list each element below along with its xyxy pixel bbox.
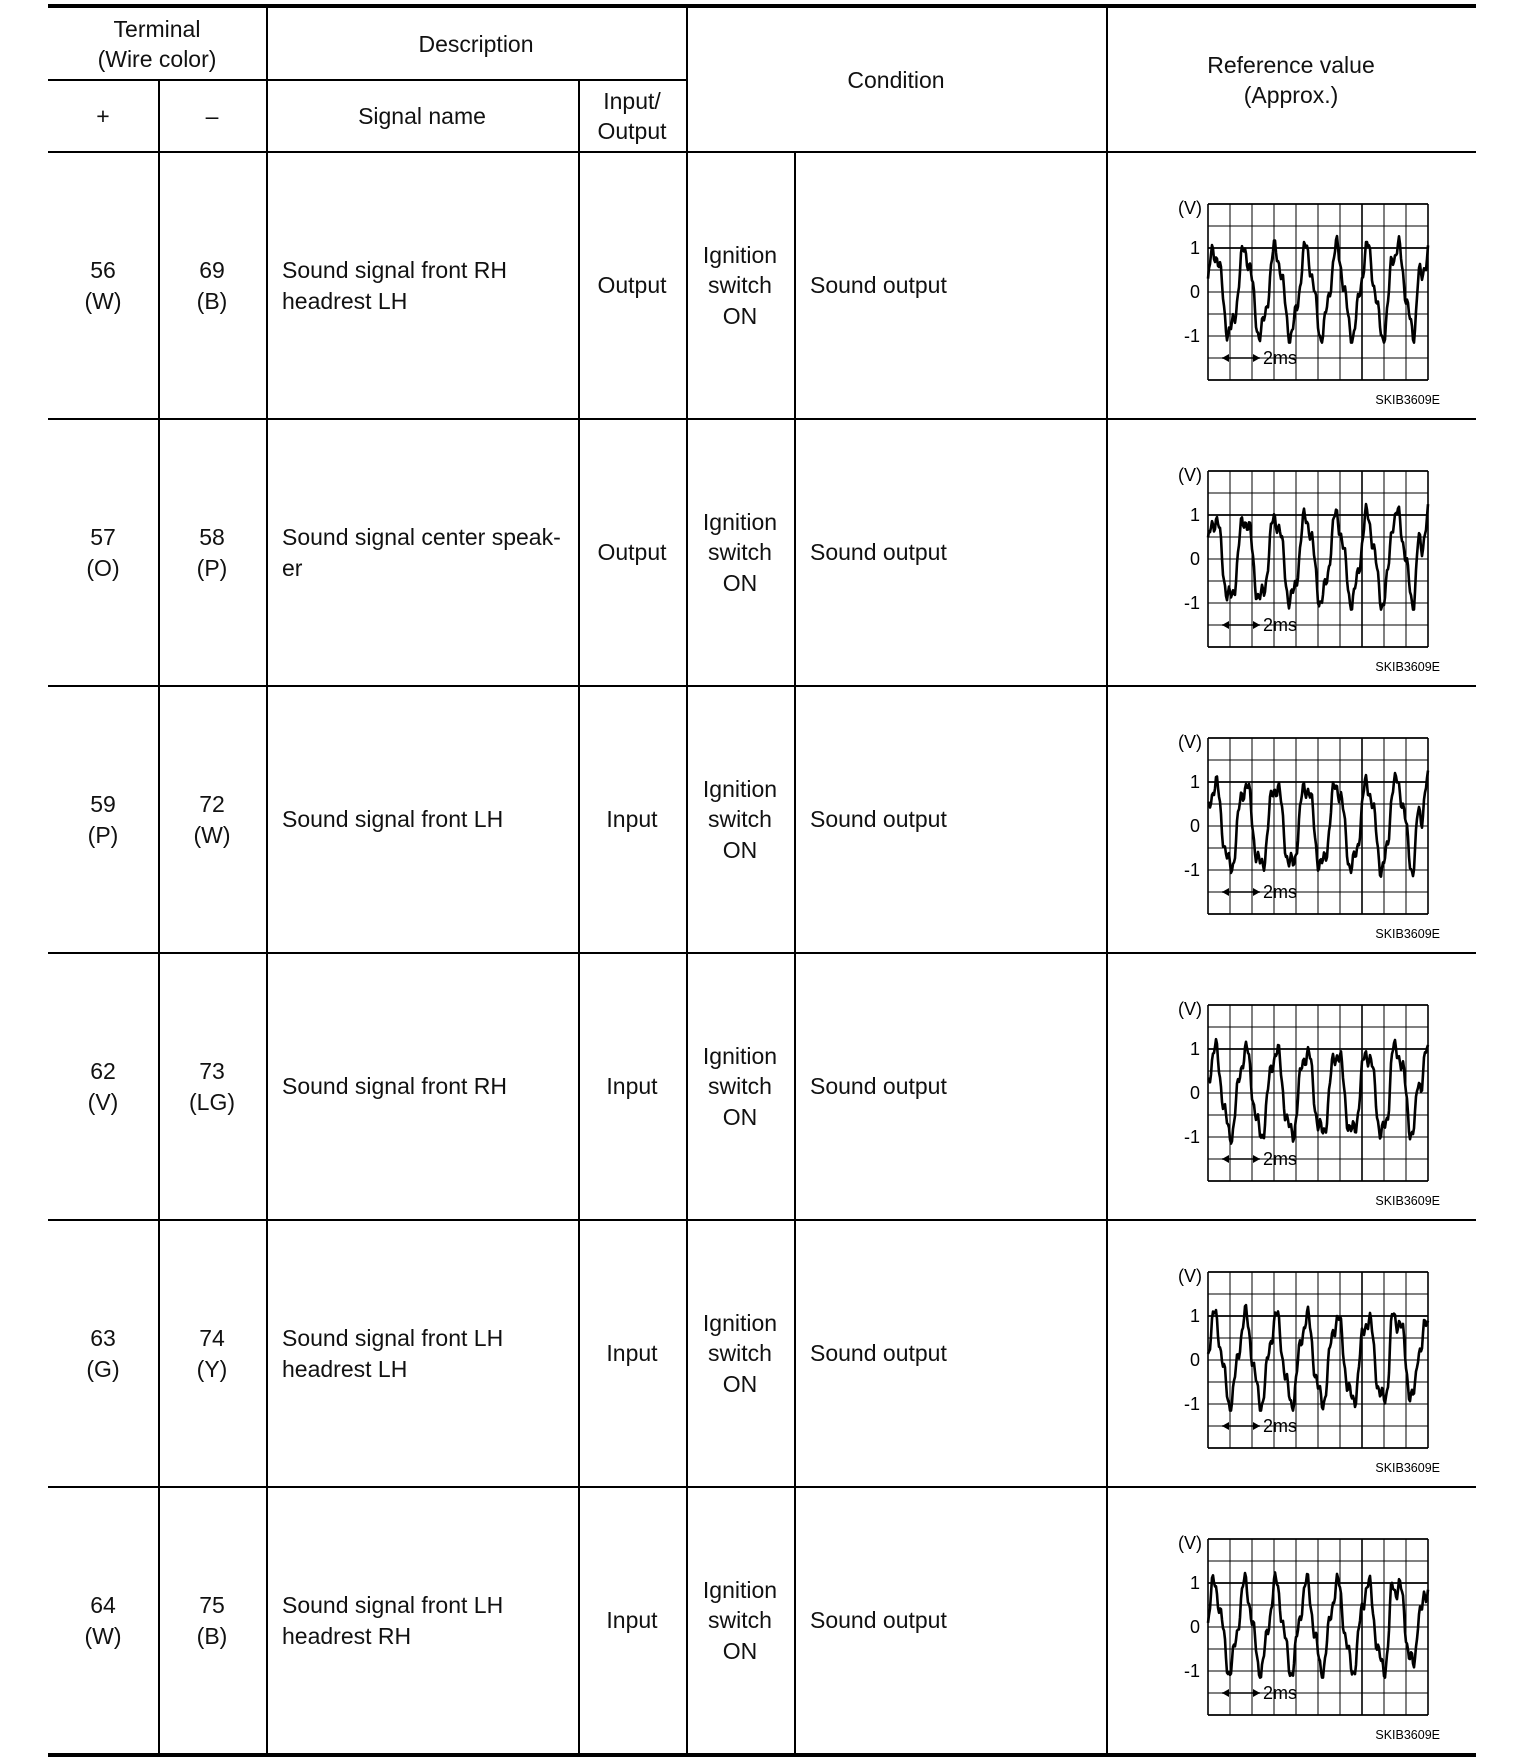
condition-state: Sound output bbox=[810, 806, 947, 833]
column-divider bbox=[686, 8, 688, 1754]
condition-switch-line: Ignition bbox=[702, 1042, 778, 1069]
time-marker-arrow bbox=[1222, 1155, 1229, 1163]
terminal-plus-stack bbox=[84, 255, 121, 316]
terminal-minus-line: 75 bbox=[199, 1592, 225, 1619]
time-marker-arrow bbox=[1222, 1422, 1229, 1430]
condition-switch-line: switch bbox=[708, 1340, 772, 1367]
signal-name bbox=[266, 152, 578, 419]
column-divider bbox=[578, 80, 580, 1754]
terminal-plus bbox=[48, 1220, 158, 1487]
terminal-minus-line: (W) bbox=[193, 821, 231, 848]
signal-name-line: Sound signal front RH bbox=[282, 257, 508, 284]
condition-switch-line: ON bbox=[722, 836, 758, 863]
terminal-minus-line: 74 bbox=[199, 1325, 225, 1352]
terminal-plus-stack bbox=[84, 1590, 121, 1651]
y-tick-label: 1 bbox=[1189, 505, 1200, 525]
y-tick-label: -1 bbox=[1183, 593, 1200, 613]
terminal-plus bbox=[48, 1487, 158, 1754]
image-code: SKIB3609E bbox=[1375, 927, 1440, 941]
terminal-minus-stack bbox=[197, 1590, 228, 1651]
time-marker-arrow bbox=[1253, 888, 1260, 896]
condition-switch-line: ON bbox=[722, 1103, 758, 1130]
unit-label: (V) bbox=[1178, 999, 1202, 1019]
io-direction: Input bbox=[606, 1340, 658, 1367]
header-reference bbox=[1106, 8, 1476, 152]
header-minus: – bbox=[205, 102, 219, 129]
terminal-minus-line: (P) bbox=[196, 554, 228, 581]
terminal-plus-line: 59 bbox=[90, 791, 116, 818]
condition-switch bbox=[686, 953, 794, 1220]
y-tick-label: -1 bbox=[1183, 1127, 1200, 1147]
terminal-minus-stack bbox=[197, 1323, 228, 1384]
signal-name bbox=[266, 1487, 578, 1754]
header-plus: + bbox=[96, 102, 110, 129]
unit-label: (V) bbox=[1178, 198, 1202, 218]
condition-switch-stack bbox=[703, 1308, 777, 1399]
terminal-minus-stack bbox=[193, 789, 230, 850]
y-tick-label: -1 bbox=[1183, 860, 1200, 880]
condition-switch-line: switch bbox=[708, 539, 772, 566]
time-marker-arrow bbox=[1253, 1689, 1260, 1697]
time-marker-arrow bbox=[1253, 621, 1260, 629]
condition-switch-stack bbox=[703, 507, 777, 598]
y-tick-label: 0 bbox=[1189, 1617, 1200, 1637]
condition-state: Sound output bbox=[810, 1073, 947, 1100]
condition-switch-line: Ignition bbox=[702, 241, 778, 268]
oscilloscope-graph bbox=[1148, 961, 1448, 1211]
terminal-minus-line: (Y) bbox=[196, 1355, 228, 1382]
image-code: SKIB3609E bbox=[1375, 660, 1440, 674]
column-divider bbox=[794, 152, 796, 1754]
terminal-plus-line: 62 bbox=[90, 1058, 116, 1085]
unit-label: (V) bbox=[1178, 1533, 1202, 1553]
y-tick-label: 0 bbox=[1189, 1083, 1200, 1103]
time-division-label: 2ms bbox=[1263, 1416, 1298, 1436]
condition-switch-line: Ignition bbox=[702, 1576, 778, 1603]
condition-state: Sound output bbox=[810, 1607, 947, 1634]
condition-switch-line: switch bbox=[708, 1073, 772, 1100]
terminal-plus bbox=[48, 419, 158, 686]
condition-switch-line: ON bbox=[722, 1370, 758, 1397]
terminal-plus-line: (G) bbox=[86, 1355, 120, 1382]
io-direction: Output bbox=[597, 272, 667, 299]
image-code: SKIB3609E bbox=[1375, 1728, 1440, 1742]
terminal-plus-line: (O) bbox=[86, 554, 120, 581]
unit-label: (V) bbox=[1178, 732, 1202, 752]
signal-name bbox=[266, 686, 578, 953]
terminal-minus-line: 73 bbox=[199, 1058, 225, 1085]
header-terminal-line: Terminal bbox=[113, 15, 201, 42]
condition-switch bbox=[686, 686, 794, 953]
time-division-label: 2ms bbox=[1263, 1149, 1298, 1169]
condition-switch-line: ON bbox=[722, 569, 758, 596]
io-direction: Output bbox=[597, 539, 667, 566]
time-marker-arrow bbox=[1253, 1155, 1260, 1163]
terminal-plus-stack bbox=[86, 522, 119, 583]
y-tick-label: 1 bbox=[1189, 1306, 1200, 1326]
header-io bbox=[578, 80, 686, 152]
signal-name-line: er bbox=[282, 554, 303, 581]
terminal-plus-stack bbox=[88, 1056, 119, 1117]
condition-switch-line: switch bbox=[708, 272, 772, 299]
condition-state: Sound output bbox=[810, 1340, 947, 1367]
column-divider bbox=[1106, 8, 1108, 1754]
terminal-minus-stack bbox=[189, 1056, 235, 1117]
terminal-plus bbox=[48, 953, 158, 1220]
y-tick-label: 1 bbox=[1189, 1039, 1200, 1059]
row-divider bbox=[48, 685, 1476, 687]
condition-switch bbox=[686, 1220, 794, 1487]
time-division-label: 2ms bbox=[1263, 1683, 1298, 1703]
terminal-minus-line: (B) bbox=[196, 1622, 228, 1649]
terminal-minus-stack bbox=[197, 522, 228, 583]
condition-switch-stack bbox=[703, 774, 777, 865]
time-division-label: 2ms bbox=[1263, 882, 1298, 902]
row-divider bbox=[48, 418, 1476, 420]
signal-name bbox=[266, 953, 578, 1220]
signal-name-line: Sound signal front LH bbox=[282, 1592, 504, 1619]
y-tick-label: 1 bbox=[1189, 772, 1200, 792]
condition-switch bbox=[686, 1487, 794, 1754]
terminal-plus-line: 56 bbox=[90, 257, 116, 284]
bottom-rule bbox=[48, 1753, 1476, 1757]
y-tick-label: 0 bbox=[1189, 816, 1200, 836]
signal-name-stack bbox=[282, 255, 507, 316]
condition-switch-line: ON bbox=[722, 302, 758, 329]
condition-state: Sound output bbox=[810, 272, 947, 299]
signal-name-line: Sound signal center speak- bbox=[282, 524, 561, 551]
y-tick-label: 1 bbox=[1189, 238, 1200, 258]
header-io-line: Output bbox=[597, 118, 667, 144]
oscilloscope-graph bbox=[1148, 160, 1448, 410]
terminal-plus-line: (W) bbox=[84, 1622, 122, 1649]
signal-name bbox=[266, 419, 578, 686]
time-marker-arrow bbox=[1222, 354, 1229, 362]
terminal-minus-line: 72 bbox=[199, 791, 225, 818]
terminal-minus bbox=[158, 953, 266, 1220]
oscilloscope-graph bbox=[1148, 1495, 1448, 1745]
oscilloscope-graph bbox=[1148, 694, 1448, 944]
y-tick-label: 0 bbox=[1189, 549, 1200, 569]
image-code: SKIB3609E bbox=[1375, 393, 1440, 407]
terminal-plus-line: 63 bbox=[90, 1325, 116, 1352]
unit-label: (V) bbox=[1178, 1266, 1202, 1286]
terminal-plus-stack bbox=[88, 789, 119, 850]
y-tick-label: 0 bbox=[1189, 282, 1200, 302]
signal-name-stack bbox=[282, 1071, 507, 1101]
signal-name-stack bbox=[282, 1323, 503, 1384]
y-tick-label: -1 bbox=[1183, 1661, 1200, 1681]
time-marker-arrow bbox=[1222, 888, 1229, 896]
header-signal-name: Signal name bbox=[358, 102, 486, 129]
row-divider bbox=[48, 1219, 1476, 1221]
reference-waveform bbox=[1148, 1228, 1448, 1478]
header-condition: Condition bbox=[847, 66, 945, 93]
terminal-minus bbox=[158, 686, 266, 953]
header-reference-line: (Approx.) bbox=[1243, 82, 1339, 108]
time-marker-arrow bbox=[1222, 1689, 1229, 1697]
condition-switch bbox=[686, 419, 794, 686]
header-terminal-line: (Wire color) bbox=[97, 46, 217, 72]
signal-name-stack bbox=[282, 1590, 503, 1651]
terminal-minus bbox=[158, 152, 266, 419]
time-marker-arrow bbox=[1253, 354, 1260, 362]
condition-switch bbox=[686, 152, 794, 419]
terminal-minus-line: 69 bbox=[199, 257, 225, 284]
row-divider bbox=[48, 1486, 1476, 1488]
condition-state: Sound output bbox=[810, 539, 947, 566]
row-divider bbox=[48, 952, 1476, 954]
signal-name-line: Sound signal front LH bbox=[282, 1325, 504, 1352]
time-marker-arrow bbox=[1222, 621, 1229, 629]
condition-switch-line: switch bbox=[708, 806, 772, 833]
y-tick-label: 0 bbox=[1189, 1350, 1200, 1370]
header-description: Description bbox=[418, 30, 534, 57]
oscilloscope-graph bbox=[1148, 427, 1448, 677]
image-code: SKIB3609E bbox=[1375, 1194, 1440, 1208]
oscilloscope-graph bbox=[1148, 1228, 1448, 1478]
y-tick-label: -1 bbox=[1183, 326, 1200, 346]
image-code: SKIB3609E bbox=[1375, 1461, 1440, 1475]
signal-name-line: headrest LH bbox=[282, 287, 408, 314]
signal-name-stack bbox=[282, 522, 561, 583]
header-terminal bbox=[48, 8, 266, 80]
reference-waveform bbox=[1148, 427, 1448, 677]
top-rule bbox=[48, 4, 1476, 8]
terminal-minus-line: (LG) bbox=[189, 1088, 235, 1115]
time-division-label: 2ms bbox=[1263, 615, 1298, 635]
y-tick-label: 1 bbox=[1189, 1573, 1200, 1593]
signal-name-line: Sound signal front RH bbox=[282, 1073, 508, 1100]
column-divider bbox=[158, 80, 160, 1754]
io-direction: Input bbox=[606, 1607, 658, 1634]
terminal-plus-stack bbox=[86, 1323, 119, 1384]
reference-waveform bbox=[1148, 694, 1448, 944]
signal-name-stack bbox=[282, 804, 503, 834]
terminal-minus-line: (B) bbox=[196, 287, 228, 314]
terminal-plus bbox=[48, 686, 158, 953]
terminal-plus bbox=[48, 152, 158, 419]
time-marker-arrow bbox=[1253, 1422, 1260, 1430]
terminal-minus bbox=[158, 1487, 266, 1754]
header-bottom-rule bbox=[48, 151, 1476, 153]
terminal-plus-line: 57 bbox=[90, 524, 116, 551]
terminal-plus-line: (P) bbox=[87, 821, 119, 848]
signal-name-line: headrest RH bbox=[282, 1622, 412, 1649]
header-mid-rule bbox=[266, 79, 686, 81]
terminal-minus-line: 58 bbox=[199, 524, 225, 551]
terminal-minus bbox=[158, 419, 266, 686]
unit-label: (V) bbox=[1178, 465, 1202, 485]
terminal-minus-stack bbox=[197, 255, 228, 316]
signal-name-line: headrest LH bbox=[282, 1355, 408, 1382]
header-io-line: Input/ bbox=[603, 87, 661, 114]
io-direction: Input bbox=[606, 806, 658, 833]
signal-name bbox=[266, 1220, 578, 1487]
terminal-plus-line: (V) bbox=[87, 1088, 119, 1115]
time-division-label: 2ms bbox=[1263, 348, 1298, 368]
reference-waveform bbox=[1148, 961, 1448, 1211]
condition-switch-stack bbox=[703, 1575, 777, 1666]
terminal-minus bbox=[158, 1220, 266, 1487]
y-tick-label: -1 bbox=[1183, 1394, 1200, 1414]
reference-waveform bbox=[1148, 160, 1448, 410]
header-mid-rule bbox=[48, 79, 266, 81]
signal-name-line: Sound signal front LH bbox=[282, 806, 504, 833]
terminal-plus-line: 64 bbox=[90, 1592, 116, 1619]
header-reference-line: Reference value bbox=[1207, 51, 1375, 78]
condition-switch-stack bbox=[703, 1041, 777, 1132]
reference-waveform bbox=[1148, 1495, 1448, 1745]
condition-switch-line: Ignition bbox=[702, 775, 778, 802]
condition-switch-line: Ignition bbox=[702, 1309, 778, 1336]
condition-switch-line: ON bbox=[722, 1637, 758, 1664]
condition-switch-line: Ignition bbox=[702, 508, 778, 535]
condition-switch-stack bbox=[703, 240, 777, 331]
column-divider bbox=[266, 8, 268, 1754]
io-direction: Input bbox=[606, 1073, 658, 1100]
terminal-plus-line: (W) bbox=[84, 287, 122, 314]
condition-switch-line: switch bbox=[708, 1607, 772, 1634]
